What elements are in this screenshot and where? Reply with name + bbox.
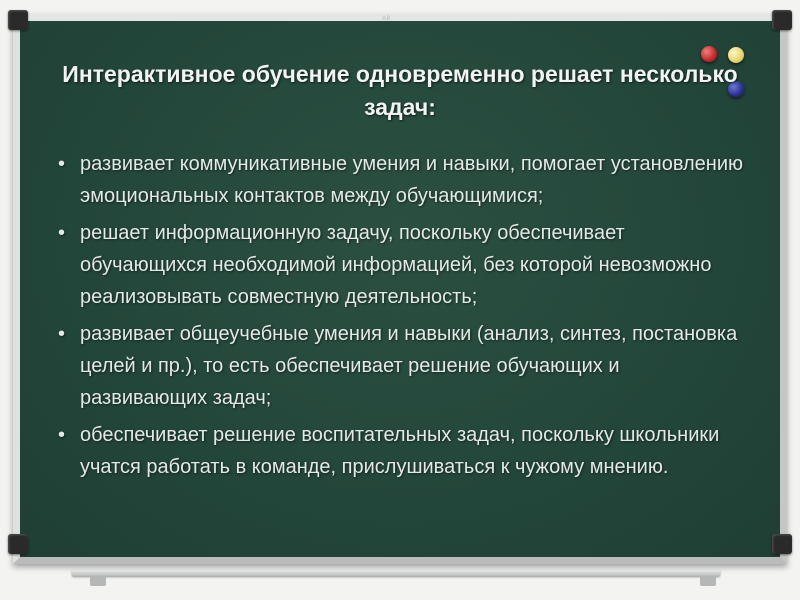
bullet-icon: • <box>58 153 66 175</box>
frame-corner-bottom-left <box>8 534 28 554</box>
bullet-list <box>58 148 748 488</box>
bullet-icon: • <box>58 222 66 244</box>
bullet-text: решает информационную задачу, поскольку обеспечивает обучающихся необходимой информацией, без которой невозможно реализовывать совместную деятельность; <box>80 222 712 308</box>
bullet-item <box>58 419 748 483</box>
bullet-item <box>58 217 748 313</box>
bullet-item <box>58 148 748 212</box>
tray-bracket-right <box>700 576 716 586</box>
board-label: A8 <box>382 16 391 22</box>
bullet-item <box>58 318 748 414</box>
bullet-icon: • <box>58 424 66 446</box>
frame-corner-top-right <box>772 10 792 30</box>
frame-corner-bottom-right <box>772 534 792 554</box>
slide-title: Интерактивное обучение одновременно решает несколько задач: <box>62 61 738 120</box>
bullet-text: развивает коммуникативные умения и навыки, помогает установлению эмоциональных контактов между обучающимися; <box>80 153 743 207</box>
tray-bracket-left <box>90 576 106 586</box>
bullet-icon: • <box>58 323 66 345</box>
bullet-text: обеспечивает решение воспитательных задач, поскольку школьники учатся работать в команде, прислушиваться к чужому мнению. <box>80 424 720 478</box>
bullet-text: развивает общеучебные умения и навыки (анализ, синтез, постановка целей и пр.), то есть обеспечивает решение обучающих и развивающих задач; <box>80 323 738 409</box>
frame-corner-top-left <box>8 10 28 30</box>
chalk-tray <box>72 570 720 576</box>
